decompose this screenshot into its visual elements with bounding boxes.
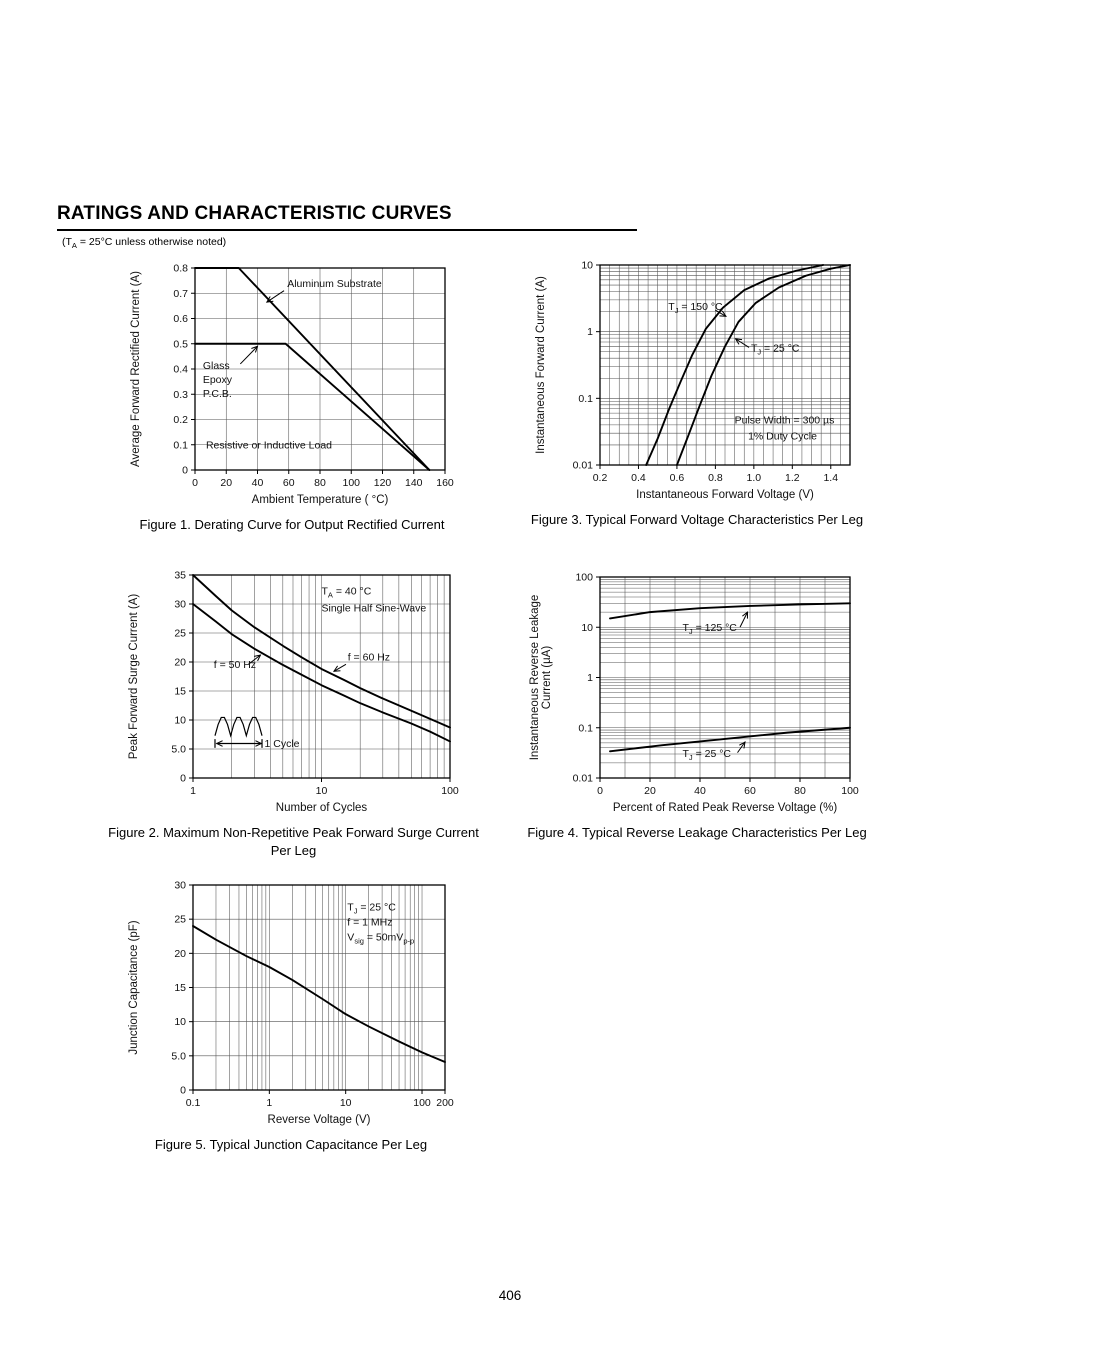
- svg-text:1: 1: [587, 672, 593, 684]
- svg-text:0.2: 0.2: [173, 414, 188, 426]
- svg-text:TJ = 25 °C: $T_J = 25$ °C: [750, 342, 800, 357]
- svg-text:0.1: 0.1: [578, 392, 593, 405]
- svg-text:Single Half Sine-Wave: Single Half Sine-Wave: [321, 602, 427, 615]
- svg-text:f = 60 Hz: f = 60 Hz: [347, 651, 391, 664]
- svg-text:10: 10: [581, 259, 593, 272]
- svg-text:Average Forward Rectified Curr: Average Forward Rectified Current (A): [130, 271, 142, 467]
- svg-text:140: 140: [404, 477, 423, 489]
- svg-text:1: 1: [587, 326, 593, 339]
- svg-text:20: 20: [220, 477, 233, 489]
- svg-text:TJ = 150 °C: $T_J = 150$ °C: [668, 301, 723, 316]
- figure-4-chart: [528, 565, 866, 830]
- svg-text:60: 60: [282, 477, 295, 489]
- svg-text:Peak Forward Surge Current (A): Peak Forward Surge Current (A): [128, 593, 140, 760]
- svg-text:Aluminum Substrate: Aluminum Substrate: [287, 277, 382, 290]
- svg-text:100: 100: [413, 1097, 431, 1109]
- svg-text:1.0: 1.0: [746, 472, 762, 484]
- conditions-note-pre: (T: [62, 236, 72, 248]
- svg-text:1.2: 1.2: [785, 472, 800, 484]
- svg-text:25: 25: [174, 913, 186, 926]
- figure-5-caption: [41, 1136, 541, 1154]
- figure-2-chart: [121, 563, 466, 830]
- svg-text:Ambient Temperature ( °C): Ambient Temperature ( °C): [251, 494, 389, 506]
- svg-text:0.1: 0.1: [185, 1097, 201, 1109]
- svg-text:20: 20: [174, 656, 186, 669]
- svg-text:100: 100: [441, 785, 459, 797]
- svg-text:120: 120: [373, 477, 392, 489]
- svg-text:60: 60: [744, 785, 756, 797]
- svg-text:10: 10: [174, 1016, 186, 1029]
- svg-text:20: 20: [644, 785, 656, 797]
- conditions-note-post: = 25°C unless otherwise noted): [76, 236, 227, 248]
- svg-text:35: 35: [174, 569, 186, 582]
- svg-text:1 Cycle: 1 Cycle: [264, 737, 300, 750]
- svg-text:15: 15: [174, 982, 186, 994]
- svg-text:Percent of Rated Peak Reverse: Percent of Rated Peak Reverse Voltage (%): [612, 802, 838, 814]
- svg-text:Instantaneous Reverse Leakage: Instantaneous Reverse Leakage: [529, 594, 541, 761]
- svg-text:0.3: 0.3: [173, 388, 188, 401]
- figure-3-caption: [448, 511, 946, 529]
- svg-text:TJ = 125 °C: $T_J = 125$ °C: [682, 621, 737, 636]
- svg-text:0.2: 0.2: [592, 472, 608, 484]
- svg-text:100: 100: [342, 477, 361, 489]
- svg-text:5.0: 5.0: [171, 743, 186, 756]
- figure-2: [108, 563, 479, 859]
- svg-text:Reverse Voltage (V): Reverse Voltage (V): [267, 1114, 371, 1126]
- svg-text:80: 80: [794, 785, 806, 797]
- figure-1: [123, 256, 461, 534]
- figure-4: [528, 565, 866, 842]
- figure-4-caption-line: Figure 4. Typical Reverse Leakage Characteristics Per Leg: [527, 825, 867, 840]
- svg-text:15: 15: [174, 685, 186, 698]
- svg-text:10: 10: [581, 621, 593, 634]
- figure-1-chart: [123, 256, 461, 522]
- svg-text:1: 1: [190, 785, 196, 797]
- svg-text:1: 1: [266, 1097, 273, 1109]
- svg-text:Number of Cycles: Number of Cycles: [275, 802, 368, 814]
- figure-3: [528, 253, 866, 529]
- svg-text:0: 0: [597, 785, 603, 797]
- svg-text:25: 25: [174, 627, 186, 640]
- svg-text:30: 30: [174, 879, 186, 892]
- svg-text:TJ = 25 °C: $T_J = 25$ °C: [347, 901, 396, 916]
- svg-text:0.7: 0.7: [173, 287, 188, 300]
- svg-text:Instantaneous Forward Voltage: Instantaneous Forward Voltage (V): [636, 489, 814, 501]
- figure-1-caption-line: Figure 1. Derating Curve for Output Rectified Current: [139, 517, 445, 532]
- svg-text:TA = 40 °C: $T_A = 40$ °C: [321, 585, 372, 600]
- svg-text:0.8: 0.8: [173, 262, 188, 275]
- svg-text:0.6: 0.6: [669, 472, 685, 484]
- svg-text:10: 10: [339, 1097, 352, 1109]
- svg-text:10: 10: [315, 785, 328, 797]
- figure-5-caption-line: Figure 5. Typical Junction Capacitance Per Leg: [154, 1137, 428, 1152]
- svg-text:Current (µA): Current (µA): [541, 645, 553, 710]
- figure-2-caption-line: Figure 2. Maximum Non-Repetitive Peak Forward Surge Current: [108, 825, 479, 840]
- svg-text:Junction Capacitance (pF): Junction Capacitance (pF): [128, 920, 140, 1055]
- svg-text:0.5: 0.5: [173, 338, 188, 351]
- svg-text:TJ = 25 °C: $T_J = 25$ °C: [682, 748, 732, 763]
- svg-text:1.4: 1.4: [823, 472, 839, 484]
- svg-text:1% Duty Cycle: 1% Duty Cycle: [748, 430, 817, 443]
- svg-text:40: 40: [694, 785, 706, 797]
- svg-text:Epoxy: Epoxy: [202, 373, 232, 386]
- svg-text:5.0: 5.0: [171, 1050, 186, 1063]
- svg-text:20: 20: [174, 947, 186, 960]
- svg-text:0: 0: [180, 1084, 186, 1097]
- svg-text:Resistive or Inductive Load: Resistive or Inductive Load: [205, 439, 333, 452]
- svg-text:0: 0: [180, 772, 186, 785]
- svg-text:Vsig = 50mVp-p: $V_{sig} = 50mV_{p-p}$: [347, 931, 415, 946]
- svg-text:100: 100: [575, 571, 593, 584]
- svg-text:Instantaneous Forward Current: Instantaneous Forward Current (A): [535, 276, 547, 454]
- svg-text:0.4: 0.4: [631, 472, 646, 484]
- page-number: 406: [498, 1288, 522, 1303]
- svg-text:0.01: 0.01: [572, 459, 593, 472]
- conditions-note: [62, 236, 226, 250]
- svg-text:0: 0: [182, 464, 188, 477]
- svg-text:80: 80: [314, 477, 326, 489]
- figure-2-caption-line: Per Leg: [270, 842, 317, 858]
- conditions-note-sub: A: [71, 241, 77, 251]
- svg-text:Pulse Width = 300 µs: Pulse Width = 300 µs: [734, 414, 835, 427]
- svg-text:0.1: 0.1: [578, 722, 593, 735]
- svg-text:0.1: 0.1: [173, 439, 188, 452]
- svg-text:f = 50 Hz: f = 50 Hz: [213, 658, 257, 671]
- svg-text:30: 30: [174, 598, 186, 611]
- title-underline: [57, 229, 637, 231]
- svg-text:0.6: 0.6: [173, 313, 188, 325]
- svg-text:0.4: 0.4: [173, 363, 188, 376]
- svg-text:100: 100: [841, 785, 859, 797]
- figure-5: [121, 873, 461, 1154]
- figure-4-caption: [448, 824, 946, 842]
- svg-text:0.01: 0.01: [572, 772, 593, 785]
- section-title: RATINGS AND CHARACTERISTIC CURVES: [57, 203, 452, 224]
- svg-text:0.8: 0.8: [708, 472, 723, 484]
- figure-3-caption-line: Figure 3. Typical Forward Voltage Characteristics Per Leg: [530, 512, 864, 527]
- svg-text:Glass: Glass: [202, 360, 230, 372]
- figure-5-chart: [121, 873, 461, 1142]
- svg-text:P.C.B.: P.C.B.: [202, 387, 232, 400]
- svg-text:160: 160: [436, 477, 454, 489]
- svg-text:10: 10: [174, 714, 186, 727]
- svg-text:200: 200: [436, 1097, 454, 1109]
- svg-text:f = 1 MHz: f = 1 MHz: [347, 916, 393, 929]
- figure-3-chart: [528, 253, 866, 517]
- svg-text:40: 40: [251, 477, 264, 489]
- svg-text:0: 0: [192, 477, 198, 489]
